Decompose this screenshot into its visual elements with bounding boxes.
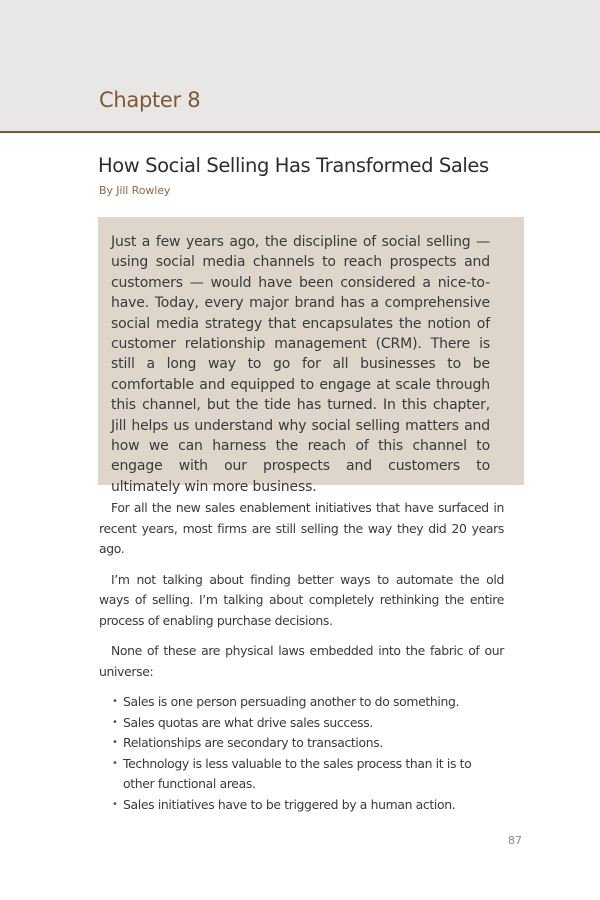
- bullet-icon: •: [112, 798, 118, 810]
- page-number: 87: [508, 834, 522, 847]
- bullet-text: Sales initiatives have to be triggered by a human action.: [123, 796, 456, 812]
- chapter-header-band: [0, 0, 600, 133]
- bullet-list: [99, 692, 504, 815]
- bullet-text: Sales is one person persuading another to do something.: [123, 694, 460, 709]
- bullet-item: [99, 733, 504, 754]
- bullet-item: [99, 692, 504, 713]
- bullet-icon: •: [112, 696, 118, 707]
- bullet-item: [99, 713, 504, 734]
- paragraph: None of these are physical laws embedded into the fabric of our universe:: [99, 643, 504, 679]
- body-text: [99, 498, 504, 815]
- bullet-text: Relationships are secondary to transactions.: [123, 735, 383, 750]
- bullet-item: [99, 754, 504, 795]
- byline: By Jill Rowley: [99, 184, 171, 197]
- paragraph: For all the new sales enablement initiatives that have surfaced in recent years, most firms are still selling the way they did 20 years ago.: [99, 500, 504, 556]
- paragraph: I’m not talking about finding better ways to automate the old ways of selling. I’m talking about completely rethinking the entire process of enabling purchase decisions.: [99, 571, 504, 628]
- bullet-text: Technology is less valuable to the sales process than it is to other functional areas.: [123, 755, 472, 791]
- chapter-label: Chapter 8: [99, 88, 201, 112]
- bullet-icon: •: [112, 716, 118, 728]
- bullet-icon: •: [112, 757, 118, 769]
- summary-text: Just a few years ago, the discipline of social selling — using social media channels to reach prospects and customers — would have been considered a nice-to-have. Today, every major brand has a comprehensive social media strategy that encapsulates the notion of customer relationship management (CRM). There is still a long way to go for all businesses to be comfortable and equipped to engage at scale through this channel, but the tide has turned. In this chapter, Jill helps us understand why social selling matters and how we can harness the reach of this channel to engage with our prospects and customers to ultimately win more business.: [111, 234, 490, 495]
- summary-box: [98, 217, 524, 495]
- article-title: How Social Selling Has Transformed Sales: [98, 154, 489, 177]
- bullet-icon: •: [112, 737, 118, 748]
- bullet-item: [99, 795, 504, 816]
- bullet-text: Sales quotas are what drive sales success.: [123, 714, 373, 730]
